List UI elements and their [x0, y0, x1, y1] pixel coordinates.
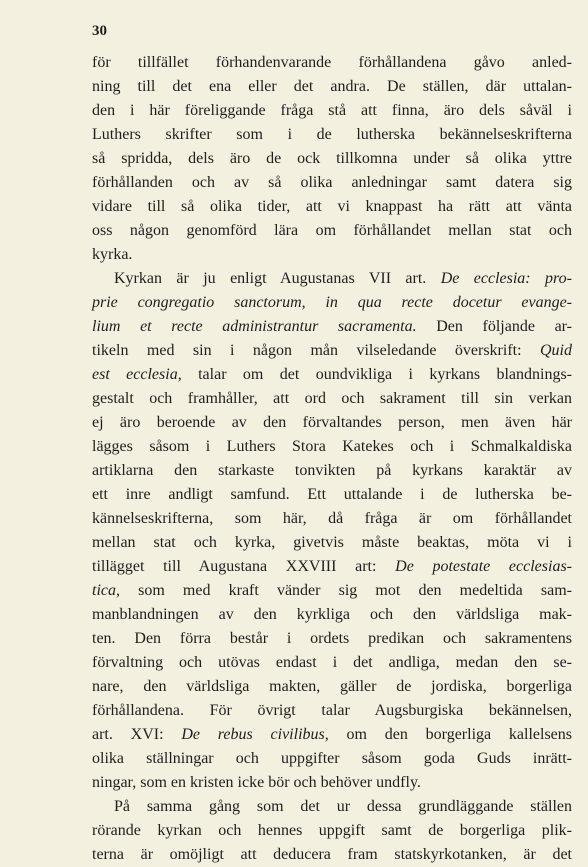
text-line: manblandningen av den kyrkliga och den världsliga mak- — [92, 606, 572, 623]
text-line: vidare till så olika tider, att vi knappast ha rätt att vänta — [92, 198, 572, 215]
text-line: Luthers skrifter som i de lutherska bekännelseskrifterna — [92, 126, 572, 143]
text-line: för tillfället förhandenvarande förhållandena gåvo anled- — [92, 54, 572, 71]
text-line: På samma gång som det ur dessa grundläggande ställen — [114, 798, 572, 815]
paragraph — [92, 51, 572, 267]
paragraph — [92, 795, 572, 867]
body-text — [92, 51, 572, 867]
text-line: kyrka. — [92, 246, 133, 263]
text-line: lium et recte administrantur sacramenta. Den följande ar- — [92, 318, 573, 335]
text-line: så spridda, dels äro de ock tillkomna under så olika yttre — [92, 150, 572, 167]
paragraph — [92, 267, 572, 795]
text-line: art. XVI: De rebus civilibus, om den borgerliga kallelsens — [92, 726, 572, 743]
text-line: förhållanden och av så olika anledningar samt datera sig — [92, 174, 572, 191]
text-line: terna är omöjligt att deducera fram statskyrkotanken, är det — [92, 846, 572, 863]
text-line: prie congregatio sanctorum, in qua recte docetur evange- — [92, 294, 572, 311]
text-line: nare, den världsliga makten, gäller de jordiska, borgerliga — [92, 678, 572, 695]
text-line: ett inre andligt samfund. Ett uttalande i de lutherska be- — [92, 486, 572, 503]
text-line: ej äro beroende av den förvaltandes person, men även här — [92, 414, 572, 431]
text-line: ten. Den förra består i ordets predikan och sakramentens — [92, 630, 572, 647]
text-line: rörande kyrkan och hennes uppgift samt de borgerliga plik- — [92, 822, 572, 839]
text-line: Kyrkan är ju enligt Augustanas VII art. De ecclesia: pro- — [114, 270, 572, 287]
text-line: lägges såsom i Luthers Stora Katekes och i Schmalkaldiska — [92, 438, 572, 455]
text-line: tillägget till Augustana XXVIII art: De potestate ecclesias- — [92, 558, 573, 575]
text-line: olika ställningar och uppgifter såsom goda Guds inrätt- — [92, 750, 572, 767]
text-line: förvaltning och utövas endast i det andliga, medan den se- — [92, 654, 572, 671]
text-line: ning till det ena eller det andra. De ställen, där uttalan- — [92, 78, 572, 95]
text-line: förhållandena. För övrigt talar Augsburgiska bekännelsen, — [92, 702, 572, 719]
text-line: mellan stat och kyrka, givetvis måste beaktas, möta vi i — [92, 534, 572, 551]
text-line: kännelseskrifterna, som här, då fråga är om förhållandet — [92, 510, 572, 527]
text-line: artiklarna den starkaste tonvikten på kyrkans karaktär av — [92, 462, 572, 479]
text-line: tikeln med sin i någon mån vilseledande överskrift: Quid — [92, 342, 572, 359]
text-line: den i här föreliggande fråga stå att finna, äro dels såväl i — [92, 102, 572, 119]
text-line: tica, som med kraft vänder sig mot den medeltida sam- — [92, 582, 572, 599]
text-line: oss någon genomförd lära om förhållandet mellan stat och — [92, 222, 572, 239]
text-line: est ecclesia, talar om det oundvikliga i kyrkans blandnings- — [92, 366, 573, 383]
text-line: ningar, som en kristen icke bör och behöver undfly. — [92, 774, 421, 791]
page-number: 30 — [92, 23, 107, 39]
text-line: gestalt och framhåller, att ord och sakrament till sin verkan — [92, 390, 572, 407]
